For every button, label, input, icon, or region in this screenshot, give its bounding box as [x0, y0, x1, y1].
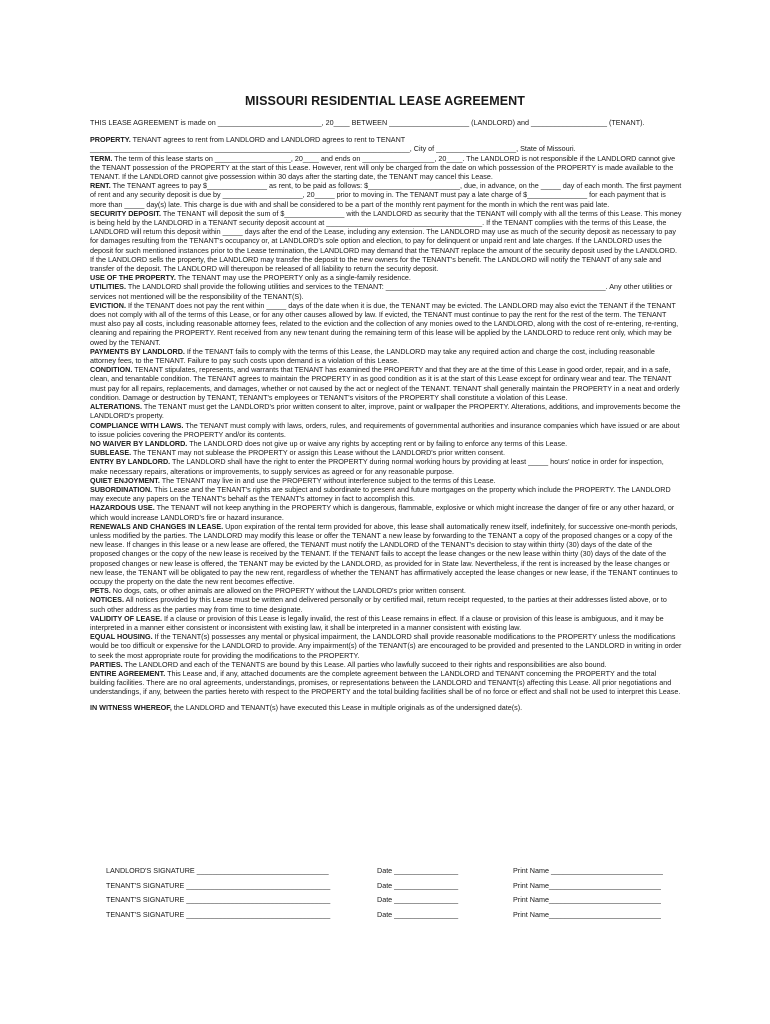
section-text: All notices provided by this Lease must be written and delivered personally or by certified mail, return receipt requested, to the parties at their addresses listed above, or to such other address as the parties may from time to time designate.: [90, 595, 667, 614]
print-name-line[interactable]: Print Name____________________________: [513, 895, 661, 904]
lease-section: [90, 586, 682, 595]
section-heading: EQUAL HOUSING.: [90, 632, 153, 642]
section-heading: HAZARDOUS USE.: [90, 503, 155, 513]
lease-section: [90, 614, 682, 632]
section-text: This Lease and, if any, attached documents are the complete agreement between the LANDLORD and TENANT concerning the PROPERTY and the total building facilities. There are no oral agreements, understandings, promises, or representations between the LANDLORD and TENANT(s) affecting this Lease. All prior negotiations and understandings, if any, between the parties hereto with respect to the PROPERTY and the total building facilities shall be of no force or effect and shall not be used to interpret this Lease.: [90, 668, 681, 697]
signature-row: [0, 910, 770, 922]
lease-section: [90, 421, 682, 439]
lease-section: [90, 595, 682, 613]
section-heading: SECURITY DEPOSIT.: [90, 208, 161, 218]
date-line[interactable]: Date ________________: [377, 909, 459, 919]
section-heading: CONDITION.: [90, 365, 133, 375]
signature-row: [0, 881, 770, 893]
section-heading: PAYMENTS BY LANDLORD.: [90, 346, 185, 356]
section-heading: ENTRY BY LANDLORD.: [90, 457, 171, 467]
lease-section: [90, 301, 682, 347]
section-text: The TENANT will deposit the sum of $_______________ with the LANDLORD as security that the TENANT will comply with all the terms of this Lease. This money is being held by the LANDLORD in a TENANT security deposit account at _______________________________________. If the TENANT complies with the terms of this Lease, the LANDLORD will return this deposit within _____ days after the end of the Lease, including any extension. The LANDLORD may use as much of the security deposit as necessary to pay for damages resulting from the TENANT's occupancy or, at LANDLORD's sole option and election, to pay for delinquent or unpaid rent and late charges. If the LANDLORD uses the deposit for such mentioned instances prior to the Lease termination, the LANDLORD may demand that the TENANT replace the amount of the security deposit used by the LANDLORD. If the LANDLORD sells the property, the LANDLORD may transfer the deposit to the new owners for the TENANT's benefit. The LANDLORD will notify the TENANT of any sale and transfer of the deposit. The LANDLORD will thereupon be released of all liability to return the security deposit.: [90, 208, 682, 274]
lease-section: [90, 209, 682, 273]
section-text: Upon expiration of the rental term provided for above, this lease shall automatically renew itself, indefinitely, for successive one-month periods, unless modified by the parties. The LANDLORD may modify this lease or offer the TENANT a new lease by forwarding to the TENANT a copy of the proposed changes or a copy of the new lease. If changes in this lease or a new lease are offered, the TENANT must notify the LANDLORD of the TENANT's decision to stay within thirty (30) days of the date of the proposed changes or the copy of the new lease is received by the TENANT. If the TENANT fails to accept the lease changes or the new lease within thirty (30) days of the date of the proposed changes or new lease is offered, the TENANT may be evicted by the LANDLORD, as provided for in State law. Nevertheless, if the rent is increased by the lease changes or new lease, the TENANT will be obligated to pay the new rent, regardless of whether the TENANT has affirmatively accepted the lease changes or new lease, if the TENANT continues to occupy the property on the date the new rent becomes effective.: [90, 521, 678, 586]
signature-row: [0, 866, 770, 878]
section-heading: SUBLEASE.: [90, 448, 132, 458]
witness-paragraph: [90, 703, 682, 712]
section-text: The TENANT will not keep anything in the PROPERTY which is dangerous, flammable, explosive or which might increase the danger of fire or any other hazard, or which would increase LANDLORD's fire or hazard insurance.: [90, 503, 675, 522]
section-text: No dogs, cats, or other animals are allowed on the PROPERTY without the LANDLORD's prior written consent.: [112, 586, 466, 596]
signature-row: [0, 895, 770, 907]
section-text: The LANDLORD shall provide the following utilities and services to the TENANT: _______________________________________________________. Any other utilities or services not mentioned will be the responsibility of the TENANT(S).: [90, 282, 673, 301]
section-text: The LANDLORD does not give up or waive any rights by accepting rent or by failing to enforce any terms of this Lease.: [189, 438, 568, 448]
signature-line[interactable]: TENANT'S SIGNATURE ____________________________________: [106, 909, 331, 919]
section-heading: USE OF THE PROPERTY.: [90, 273, 176, 283]
lease-section: [90, 522, 682, 586]
section-heading: TERM.: [90, 153, 113, 163]
section-heading: ALTERATIONS.: [90, 402, 143, 412]
section-text: The TENANT must get the LANDLORD's prior written consent to alter, improve, paint or wallpaper the PROPERTY. Alterations, additions, and improvements become the LANDLORD's property.: [90, 402, 681, 421]
section-heading: RENEWALS AND CHANGES IN LEASE.: [90, 521, 224, 531]
date-line[interactable]: Date ________________: [377, 880, 459, 890]
section-heading: PARTIES.: [90, 659, 123, 669]
section-text: The term of this lease starts on ___________________, 20____ and ends on __________________, 20____. The LANDLORD is not responsible if the LANDLORD cannot give the TENANT possession of the PROPERTY at the start of this Lease. However, rent will only be charged from the date on which possession of the PROPERTY is made available to the TENANT. If the LANDLORD cannot give possession within 30 days after the starting date, the TENANT may cancel this Lease.: [90, 153, 676, 182]
section-text: The TENANT may use the PROPERTY only as a single-family residence.: [177, 273, 411, 283]
lease-section: [90, 347, 682, 365]
lease-section: [90, 476, 682, 485]
lease-section: [90, 282, 682, 300]
section-text: This Lease and the TENANT's rights are subject and subordinate to present and future mortgages on the property which include the PROPERTY. The LANDLORD may execute any papers on the TENANT's behalf as the TENANT's attorney in fact to accomplish this.: [90, 484, 671, 504]
print-name-line[interactable]: Print Name____________________________: [513, 909, 661, 919]
signature-line[interactable]: TENANT'S SIGNATURE ____________________________________: [106, 880, 331, 890]
lease-section: [90, 448, 682, 457]
lease-sections: [90, 135, 682, 696]
section-heading: SUBORDINATION.: [90, 484, 153, 494]
witness-heading: IN WITNESS WHEREOF,: [90, 702, 172, 712]
print-name-line[interactable]: Print Name ____________________________: [513, 866, 663, 875]
intro-paragraph: THIS LEASE AGREEMENT is made on __________________________, 20____ BETWEEN ____________________ (LANDLORD) and ___________________ (TENANT).: [90, 118, 645, 127]
signature-line[interactable]: TENANT'S SIGNATURE ____________________________________: [106, 895, 331, 904]
section-heading: NO WAIVER BY LANDLORD.: [90, 438, 188, 448]
section-heading: EVICTION.: [90, 300, 126, 310]
lease-section: [90, 273, 682, 282]
section-heading: COMPLIANCE WITH LAWS.: [90, 420, 184, 430]
witness-text: the LANDLORD and TENANT(s) have executed this Lease in multiple originals as of the undersigned date(s).: [173, 702, 523, 712]
lease-section: [90, 181, 682, 209]
section-heading: PROPERTY.: [90, 135, 131, 145]
date-line[interactable]: Date ________________: [377, 895, 459, 904]
section-text: If a clause or provision of this Lease is legally invalid, the rest of this Lease remains in effect. If a clause or provision of this lease is ambiguous, and it may be interpreted in a manner either consistent or inconsistent with existing law, it shall be interpreted in a manner consistent with existing law.: [90, 613, 664, 632]
section-text: The TENANT may live in and use the PROPERTY without interference subject to the terms of this Lease.: [161, 475, 496, 485]
section-text: TENANT stipulates, represents, and warrants that TENANT has examined the PROPERTY and that they are at the time of this Lease in good order, repair, and in a safe, clean, and tenantable condition. The TENANT agrees to maintain the PROPERTY in as good condition as it is at the start of this Lease except for ordinary wear and tear. The TENANT must pay for all repairs, replacements, and damages, whether or not caused by the act or neglect of the TENANT. TENANT shall generally maintain the PROPERTY in a neat and orderly condition. Damage or destruction by TENANT, TENANT's employees or TENANT's visitors of the PROPERTY shall constitute a violation of this Lease.: [90, 365, 680, 402]
section-text: If the TENANT does not pay the rent within _____ days of the date when it is due, the TENANT may be evicted. The LANDLORD may also evict the TENANT if the TENANT does not comply with all of the terms of this Lease, or for any other causes allowed by law. If evicted, the TENANT must continue to pay the rent for the rest of the term. The TENANT must also pay all costs, including reasonable attorney fees, related to the eviction and the collection of any monies owed to the LANDLORD, along with the cost of re-entering, re-renting, cleaning and repairing the PROPERTY. Rent received from any new tenant during the remaining term of this lease will be applied by the LANDLORD to reduce rent only, which may be owed by the TENANT.: [90, 300, 679, 347]
section-text: The TENANT may not sublease the PROPERTY or assign this Lease without the LANDLORD's prior written consent.: [133, 448, 505, 458]
lease-section: [90, 457, 682, 475]
section-heading: ENTIRE AGREEMENT.: [90, 668, 166, 678]
lease-section: [90, 154, 682, 182]
section-heading: PETS.: [90, 586, 111, 596]
lease-section: [90, 660, 682, 669]
lease-section: [90, 485, 682, 503]
lease-section: [90, 402, 682, 420]
section-heading: UTILITIES.: [90, 282, 126, 292]
document-body: [90, 118, 682, 712]
signature-line[interactable]: LANDLORD'S SIGNATURE _________________________________: [106, 866, 329, 875]
section-text: TENANT agrees to rent from LANDLORD and LANDLORD agrees to rent to TENANT ________________________________________________________________________________, City of ____________________, State of Missouri.: [90, 135, 576, 154]
section-heading: QUIET ENJOYMENT.: [90, 475, 160, 485]
section-text: The LANDLORD shall have the right to enter the PROPERTY during normal working hours by providing at least _____ hours' notice in order for inspection, make necessary repairs, alterations or improvements, to supply services as agreed or for any reasonable purpose.: [90, 457, 664, 476]
section-heading: NOTICES.: [90, 595, 124, 605]
lease-section: [90, 135, 682, 153]
lease-section: [90, 439, 682, 448]
section-text: If the TENANT(s) possesses any mental or physical impairment, the LANDLORD shall provide reasonable modifications to the PROPERTY unless the modifications would be too difficult or expensive for the LANDLORD to provide. Any impairment(s) of the TENANT(s) are encouraged to be provided and presented to the LANDLORD in writing in order to seek the most appropriate route for providing the modifications to the PROPERTY.: [90, 632, 682, 660]
lease-section: [90, 632, 682, 660]
section-text: The TENANT must comply with laws, orders, rules, and requirements of governmental authorities and insurance companies which have issued or are about to issue policies covering the PROPERTY and/or its contents.: [90, 420, 680, 439]
lease-section: [90, 365, 682, 402]
date-line[interactable]: Date ________________: [377, 866, 459, 875]
section-text: If the TENANT fails to comply with the terms of this Lease, the LANDLORD may take any required action and charge the cost, including reasonable attorney fees, to the TENANT. Failure to pay such costs upon demand is a violation of this Lease.: [90, 346, 655, 366]
section-heading: VALIDITY OF LEASE.: [90, 613, 163, 623]
print-name-line[interactable]: Print Name____________________________: [513, 880, 661, 890]
document-title: MISSOURI RESIDENTIAL LEASE AGREEMENT: [244, 94, 526, 108]
section-heading: RENT.: [90, 181, 111, 191]
lease-section: [90, 503, 682, 521]
section-text: The LANDLORD and each of the TENANTS are bound by this Lease. All parties who lawfully succeed to their rights and responsibilities are also bound.: [124, 659, 607, 669]
section-text: The TENANT agrees to pay $_______________ as rent, to be paid as follows: $_______________________, due, in advance, on the _____ day of each month. The first payment of rent and any security deposit is due by ____________________, 20_____ prior to moving in. The TENANT must pay a late charge of $_______________ for each payment that is more than _____ day(s) late. This charge is due with and shall be considered to be a part of the monthly rent payment for the month in which the rent was paid late.: [90, 181, 682, 209]
lease-section: [90, 669, 682, 697]
